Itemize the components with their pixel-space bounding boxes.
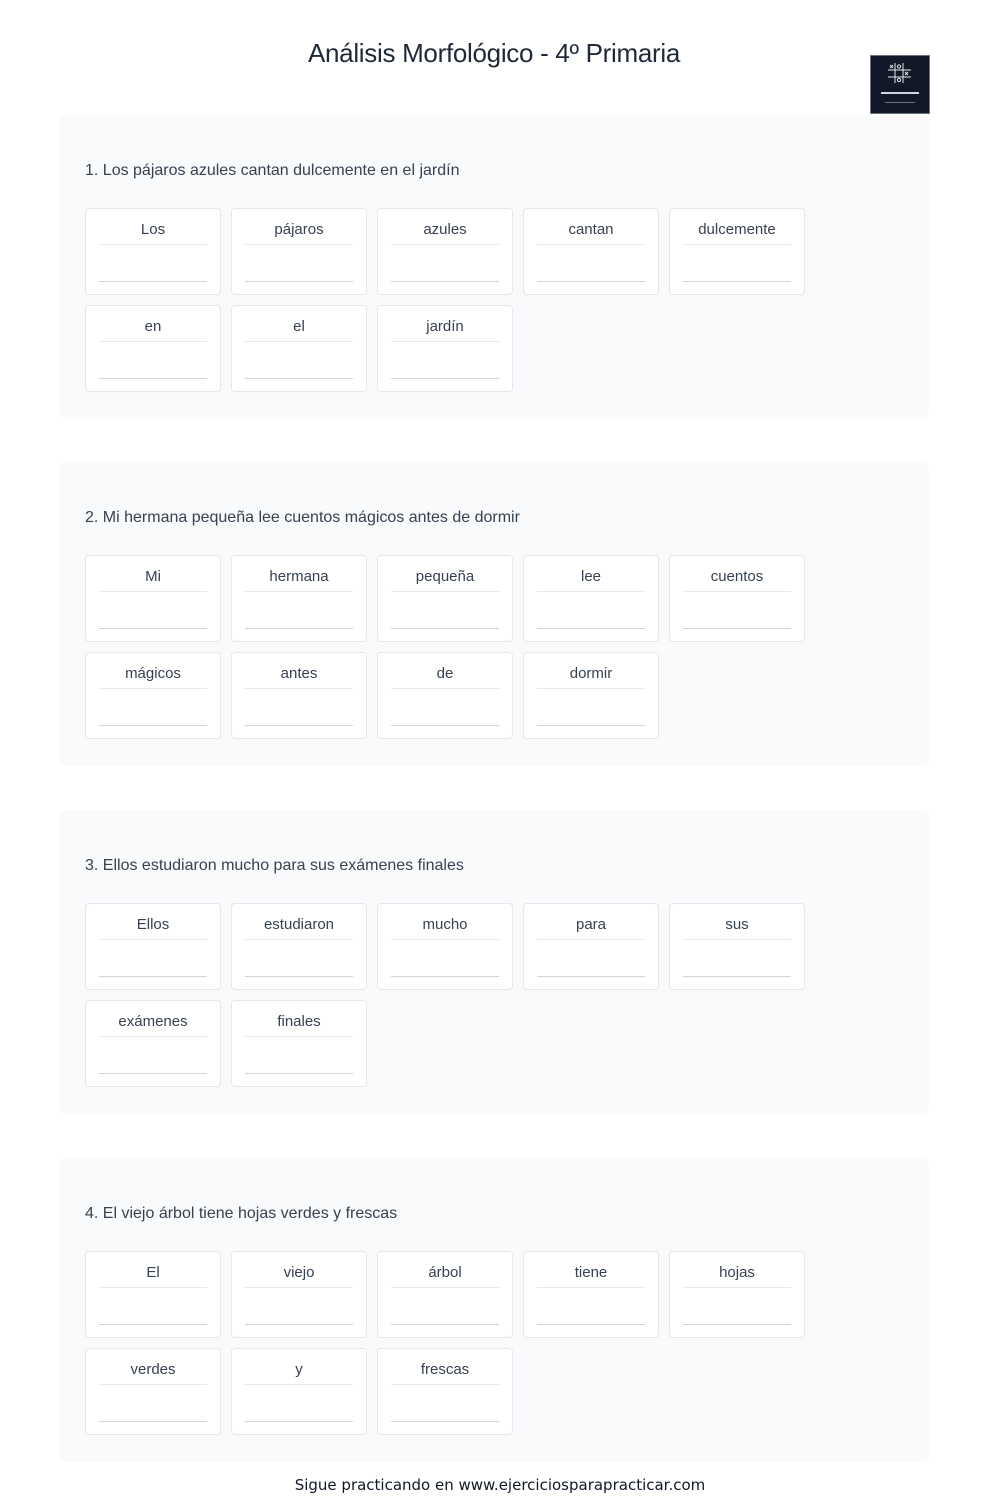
word-label: cuentos [683, 568, 791, 592]
word-card[interactable] [231, 208, 367, 295]
word-label: de [391, 665, 499, 689]
word-card[interactable] [377, 903, 513, 990]
word-card[interactable] [85, 555, 221, 642]
word-card[interactable] [231, 1000, 367, 1087]
exercise-sentence: 3. Ellos estudiaron mucho para sus exámenes finales [85, 857, 464, 874]
word-card[interactable] [669, 555, 805, 642]
word-grid [85, 555, 825, 739]
exercise-sentence: 4. El viejo árbol tiene hojas verdes y frescas [85, 1205, 398, 1222]
word-card[interactable] [85, 652, 221, 739]
word-label: jardín [391, 318, 499, 342]
answer-line [99, 1421, 207, 1422]
word-card[interactable] [377, 652, 513, 739]
answer-line [99, 281, 207, 282]
word-label: y [245, 1361, 353, 1385]
word-card[interactable] [231, 652, 367, 739]
word-card[interactable] [85, 208, 221, 295]
word-card[interactable] [669, 1251, 805, 1338]
answer-line [683, 281, 791, 282]
answer-line [245, 725, 353, 726]
word-card[interactable] [231, 1348, 367, 1435]
answer-line [99, 725, 207, 726]
word-card[interactable] [377, 208, 513, 295]
word-card[interactable] [523, 1251, 659, 1338]
logo [870, 55, 930, 114]
word-label: tiene [537, 1264, 645, 1288]
answer-line [537, 628, 645, 629]
answer-line [245, 976, 353, 977]
answer-line [537, 976, 645, 977]
word-label: verdes [99, 1361, 207, 1385]
answer-line [99, 378, 207, 379]
answer-line [683, 976, 791, 977]
word-card[interactable] [523, 555, 659, 642]
exercise-sentence: 2. Mi hermana pequeña lee cuentos mágicos antes de dormir [85, 509, 520, 526]
answer-line [245, 1073, 353, 1074]
word-label: hojas [683, 1264, 791, 1288]
answer-line [391, 976, 499, 977]
word-card[interactable] [231, 555, 367, 642]
answer-line [99, 976, 207, 977]
word-label: Ellos [99, 916, 207, 940]
word-label: el [245, 318, 353, 342]
word-card[interactable] [377, 555, 513, 642]
word-card[interactable] [377, 1348, 513, 1435]
answer-line [391, 628, 499, 629]
word-card[interactable] [523, 208, 659, 295]
answer-line [683, 628, 791, 629]
answer-line [245, 628, 353, 629]
exercise-sentence: 1. Los pájaros azules cantan dulcemente en el jardín [85, 162, 460, 179]
answer-line [683, 1324, 791, 1325]
word-label: hermana [245, 568, 353, 592]
word-label: para [537, 916, 645, 940]
answer-line [391, 1324, 499, 1325]
word-label: árbol [391, 1264, 499, 1288]
word-label: lee [537, 568, 645, 592]
word-label: sus [683, 916, 791, 940]
word-label: estudiaron [245, 916, 353, 940]
word-label: frescas [391, 1361, 499, 1385]
word-label: pequeña [391, 568, 499, 592]
word-card[interactable] [231, 305, 367, 392]
answer-line [99, 1073, 207, 1074]
word-label: mucho [391, 916, 499, 940]
exercise-section-3 [59, 810, 929, 1114]
answer-line [391, 1421, 499, 1422]
tic-tac-toe-icon [871, 56, 929, 113]
answer-line [245, 1421, 353, 1422]
word-card[interactable] [231, 1251, 367, 1338]
word-card[interactable] [669, 208, 805, 295]
word-label: Mi [99, 568, 207, 592]
word-card[interactable] [231, 903, 367, 990]
answer-line [99, 628, 207, 629]
answer-line [391, 725, 499, 726]
word-card[interactable] [85, 903, 221, 990]
word-card[interactable] [377, 1251, 513, 1338]
word-card[interactable] [377, 305, 513, 392]
word-label: viejo [245, 1264, 353, 1288]
word-card[interactable] [85, 1251, 221, 1338]
exercise-section-1 [59, 115, 929, 419]
word-label: dormir [537, 665, 645, 689]
exercise-section-2 [59, 462, 929, 766]
answer-line [245, 1324, 353, 1325]
answer-line [537, 281, 645, 282]
word-card[interactable] [523, 652, 659, 739]
word-card[interactable] [523, 903, 659, 990]
answer-line [391, 378, 499, 379]
answer-line [391, 281, 499, 282]
word-label: El [99, 1264, 207, 1288]
word-grid [85, 903, 825, 1087]
answer-line [99, 1324, 207, 1325]
word-label: mágicos [99, 665, 207, 689]
word-card[interactable] [85, 1000, 221, 1087]
answer-line [537, 725, 645, 726]
word-label: cantan [537, 221, 645, 245]
answer-line [537, 1324, 645, 1325]
word-label: antes [245, 665, 353, 689]
word-grid [85, 208, 825, 392]
word-grid [85, 1251, 825, 1435]
word-label: Los [99, 221, 207, 245]
footer-link-text: Sigue practicando en www.ejerciciosparapracticar.com [294, 1476, 706, 1494]
word-label: dulcemente [683, 221, 791, 245]
word-card[interactable] [85, 1348, 221, 1435]
word-label: exámenes [99, 1013, 207, 1037]
word-label: en [99, 318, 207, 342]
word-label: azules [391, 221, 499, 245]
word-label: pájaros [245, 221, 353, 245]
word-card[interactable] [669, 903, 805, 990]
exercise-section-4 [59, 1158, 929, 1462]
answer-line [245, 281, 353, 282]
word-label: finales [245, 1013, 353, 1037]
word-card[interactable] [85, 305, 221, 392]
answer-line [245, 378, 353, 379]
page-title: Análisis Morfológico - 4º Primaria [307, 38, 681, 68]
